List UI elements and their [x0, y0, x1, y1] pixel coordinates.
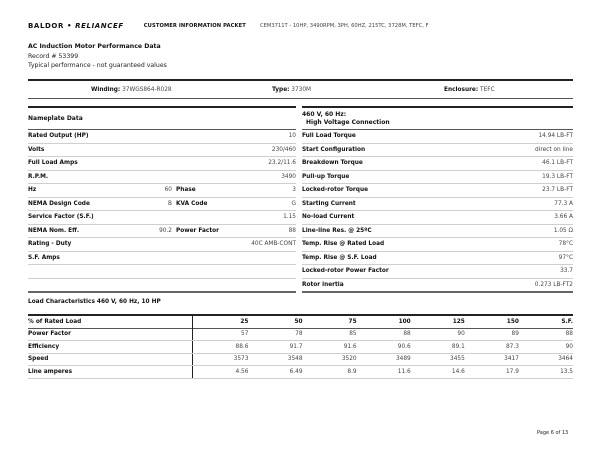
- hv-row: [302, 171, 573, 185]
- cell: 78: [248, 328, 302, 341]
- table-row: [28, 353, 573, 366]
- row-value: 10: [288, 133, 296, 140]
- hv-row: [302, 225, 573, 239]
- row-label: Breakdown Torque: [302, 160, 363, 167]
- row-value: 3: [292, 187, 296, 194]
- cell: 90: [411, 328, 465, 341]
- logo-separator: •: [67, 22, 73, 30]
- row-value: 3490: [281, 173, 296, 180]
- row-label: Rated Output (HP): [28, 133, 89, 140]
- hv-row: [302, 265, 573, 279]
- cell: 3520: [303, 353, 357, 366]
- nameplate-row: [28, 144, 296, 158]
- load-characteristics-title: Load Characteristics 460 V, 60 Hz, 10 HP: [28, 299, 161, 305]
- cell: 4.56: [193, 366, 249, 379]
- nameplate-row: [28, 225, 296, 239]
- cell: 8.9: [303, 366, 357, 379]
- enclosure-value: TEFC: [480, 86, 495, 93]
- row-value: 33.7: [560, 268, 573, 275]
- column-header: S.F.: [561, 318, 573, 325]
- nameplate-row: [28, 130, 296, 144]
- cell: 91.6: [303, 341, 357, 354]
- logo-baldor-text: BALDOR: [28, 22, 64, 30]
- hv-row: [302, 238, 573, 252]
- row-value-left: B: [168, 200, 172, 207]
- cell: 3417: [465, 353, 519, 366]
- hv-row: [302, 144, 573, 158]
- hv-row: [302, 211, 573, 225]
- cell: 88: [519, 328, 573, 341]
- row-label-right: KVA Code: [176, 200, 208, 207]
- row-value: 1.05 Ω: [553, 227, 573, 234]
- cell: 3464: [519, 353, 573, 366]
- record-number: Record # 53399: [28, 52, 79, 60]
- row-value: 88: [288, 227, 296, 234]
- type-label: Type:: [272, 86, 290, 93]
- row-label: Full Load Amps: [28, 160, 78, 167]
- row-label: Rating - Duty: [28, 241, 72, 248]
- row-label: R.P.M.: [28, 173, 49, 180]
- row-label: Full Load Torque: [302, 133, 356, 140]
- type-value: 3730M: [291, 86, 312, 93]
- row-label: Temp. Rise @ Rated Load: [302, 241, 385, 248]
- high-voltage-heading: [302, 106, 573, 130]
- nameplate-row: [28, 171, 296, 185]
- row-value: 77.3 A: [554, 200, 573, 207]
- cell: 6.49: [248, 366, 302, 379]
- winding-label: Winding:: [91, 86, 121, 93]
- nameplate-row: [28, 252, 296, 266]
- table-row: [28, 341, 573, 354]
- row-value: 97°C: [558, 254, 573, 261]
- high-voltage-table: [302, 106, 573, 293]
- row-value: direct on line: [535, 146, 573, 153]
- row-label-right: Power Factor: [176, 227, 219, 234]
- winding-value: 37WGS864-R028: [122, 86, 172, 93]
- enclosure-label: Enclosure:: [444, 86, 479, 93]
- cell: 3455: [411, 353, 465, 366]
- nameplate-row: [28, 198, 296, 212]
- row-label: NEMA Design Code: [28, 200, 90, 207]
- page-title: AC Induction Motor Performance Data: [28, 43, 161, 50]
- load-characteristics-table: [28, 314, 573, 379]
- column-header: 100: [398, 318, 411, 325]
- motor-info-bar: [28, 79, 573, 99]
- row-label-right: Phase: [176, 187, 196, 194]
- column-header: 150: [506, 318, 519, 325]
- row-value-left: 60: [164, 187, 172, 194]
- cell: 11.6: [357, 366, 411, 379]
- table-row: [28, 366, 573, 379]
- row-label: Starting Current: [302, 200, 356, 207]
- nameplate-heading: Nameplate Data: [28, 106, 296, 130]
- hv-row: [302, 130, 573, 144]
- row-label: Rotor inertia: [302, 281, 344, 288]
- cell: 17.9: [465, 366, 519, 379]
- cell: 57: [193, 328, 249, 341]
- column-header: 75: [348, 318, 357, 325]
- cell: 91.7: [248, 341, 302, 354]
- disclaimer-note: Typical performance - not guaranteed values: [28, 62, 167, 69]
- row-value: G: [291, 200, 296, 207]
- row-label: NEMA Nom. Eff.: [28, 227, 80, 234]
- row-label: Locked-rotor Power Factor: [302, 268, 389, 275]
- section-label: CUSTOMER INFORMATION PACKET: [143, 23, 246, 29]
- row-value: 230/460: [271, 146, 296, 153]
- hv-row: [302, 198, 573, 212]
- hv-row: [302, 157, 573, 171]
- cell: 89: [465, 328, 519, 341]
- nameplate-empty-row: [28, 265, 296, 279]
- row-value: 23.2/11.6: [268, 160, 296, 167]
- cell: 3489: [357, 353, 411, 366]
- row-value: 1.15: [283, 214, 296, 221]
- row-label: Locked-rotor Torque: [302, 187, 369, 194]
- column-header: 125: [452, 318, 465, 325]
- row-label: Power Factor: [28, 328, 193, 341]
- row-value: 46.1 LB-FT: [542, 160, 573, 167]
- model-description: CEM3711T - 10HP, 3490RPM, 3PH, 60HZ, 215TC, 3728M, TEFC, F: [259, 23, 429, 29]
- document-header: [28, 20, 580, 32]
- connection-label: High Voltage Connection: [306, 118, 390, 126]
- nameplate-row: [28, 238, 296, 252]
- row-value: 0.273 LB-FT2: [534, 281, 573, 288]
- row-value: 3.66 A: [554, 214, 573, 221]
- row-value: 14.94 LB-FT: [538, 133, 573, 140]
- row-value: 19.3 LB-FT: [542, 173, 573, 180]
- row-value: 23.7 LB-FT: [542, 187, 573, 194]
- cell: 90: [519, 341, 573, 354]
- cell: 88: [357, 328, 411, 341]
- hv-row: [302, 279, 573, 294]
- cell: 90.6: [357, 341, 411, 354]
- cell: 14.6: [411, 366, 465, 379]
- winding-field: [91, 87, 172, 93]
- row-label: Line-line Res. @ 25ºC: [302, 227, 372, 234]
- type-field: [272, 87, 311, 93]
- row-label: Temp. Rise @ S.F. Load: [302, 254, 377, 261]
- row-label: Start Configuration: [302, 146, 366, 153]
- row-label: S.F. Amps: [28, 254, 60, 261]
- logo-mark-icon: F: [118, 22, 124, 30]
- nameplate-row: [28, 184, 296, 198]
- row-value-left: 90.2: [159, 227, 172, 234]
- row-label: Speed: [28, 353, 193, 366]
- column-header: 50: [294, 318, 303, 325]
- table-row: [28, 328, 573, 341]
- hv-row: [302, 184, 573, 198]
- row-label: Service Factor (S.F.): [28, 214, 94, 221]
- cell: 87.3: [465, 341, 519, 354]
- nameplate-row: [28, 211, 296, 225]
- row-label: No-load Current: [302, 214, 355, 221]
- nameplate-row: [28, 157, 296, 171]
- hv-row: [302, 252, 573, 266]
- column-header: 25: [240, 318, 249, 325]
- logo-reliance-text: RELIANCE: [75, 22, 119, 30]
- row-label: Hz: [28, 187, 37, 194]
- brand-logo: [28, 22, 124, 30]
- cell: 89.1: [411, 341, 465, 354]
- cell: 85: [303, 328, 357, 341]
- voltage-frequency-label: 460 V, 60 Hz:: [302, 110, 347, 118]
- nameplate-table: [28, 106, 296, 293]
- nameplate-empty-row: [28, 279, 296, 294]
- row-label: Line amperes: [28, 366, 193, 379]
- cell: 3573: [193, 353, 249, 366]
- column-header: % of Rated Load: [28, 315, 193, 328]
- cell: 3548: [248, 353, 302, 366]
- row-label: Volts: [28, 146, 45, 153]
- cell: 88.6: [193, 341, 249, 354]
- title-block: [28, 42, 167, 71]
- table-header-row: [28, 315, 573, 328]
- cell: 13.5: [519, 366, 573, 379]
- page-number: Page 6 of 13: [537, 430, 569, 436]
- enclosure-field: [444, 87, 495, 93]
- row-label: Efficiency: [28, 341, 193, 354]
- row-label: Pull-up Torque: [302, 173, 350, 180]
- row-value: 78°C: [558, 241, 573, 248]
- row-value: 40C AMB-CONT: [251, 241, 296, 248]
